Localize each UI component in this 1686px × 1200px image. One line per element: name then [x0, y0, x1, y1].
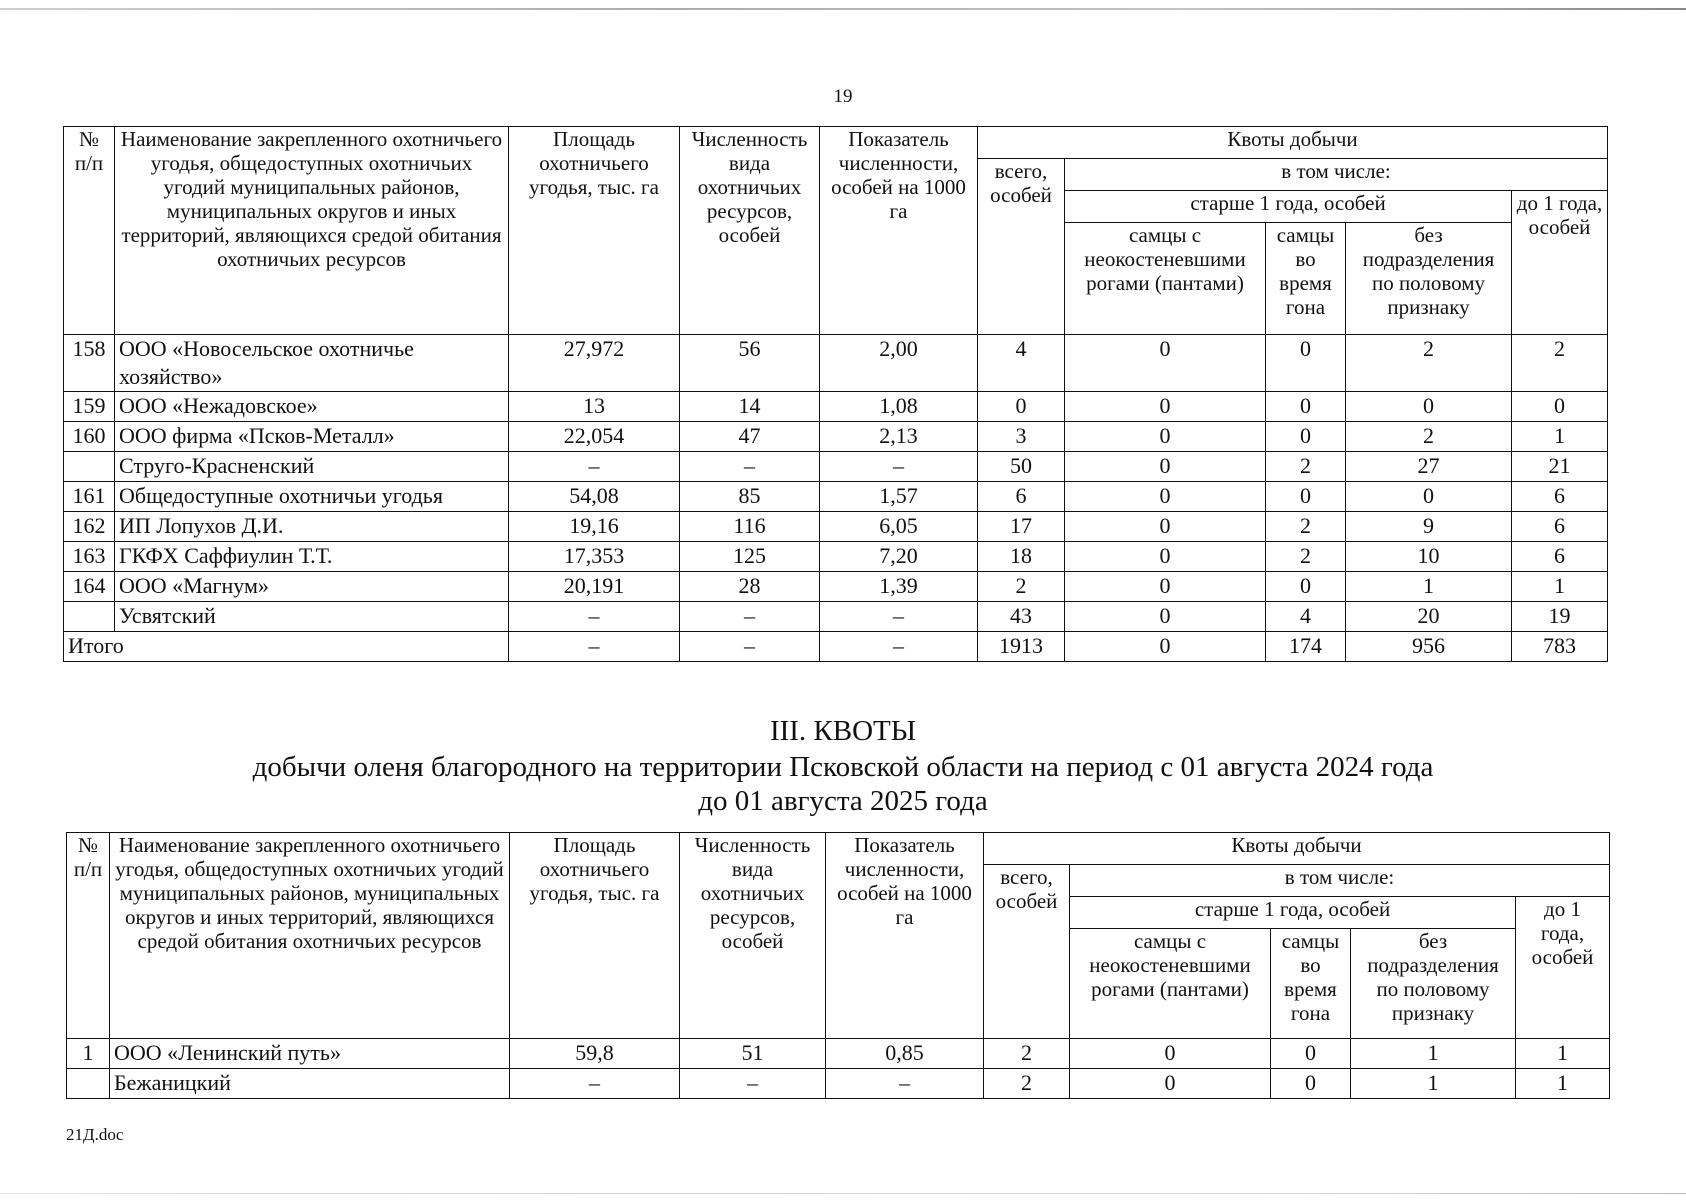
- header-density: Показатель численности, особей на 1000 га: [826, 833, 984, 1039]
- header-no-sex: без подразделения по половому признаку: [1351, 929, 1516, 1039]
- cell-antlers: 0: [1065, 572, 1266, 602]
- cell-total: 2: [978, 572, 1065, 602]
- cell-num: 159: [64, 392, 115, 422]
- red-deer-quota-table: [66, 832, 1610, 1099]
- cell-area: –: [509, 602, 680, 632]
- scan-artifact-bottom: [0, 1193, 1686, 1194]
- cell-nosex: 10: [1346, 542, 1512, 572]
- cell-num: 164: [64, 572, 115, 602]
- scan-artifact-top: [0, 8, 1686, 10]
- cell-area: 54,08: [509, 482, 680, 512]
- total-label: Итого: [64, 632, 509, 662]
- section-subtitle-line1: добычи оленя благородного на территории Псковской области на период с 01 августа 2024 года: [252, 751, 1434, 783]
- total-antlers: 0: [1065, 632, 1266, 662]
- cell-pop: 116: [680, 512, 820, 542]
- header-under1: до 1 года, особей: [1516, 897, 1610, 1039]
- header-quotas: Квоты добычи: [984, 833, 1610, 865]
- cell-density: 1,39: [820, 572, 978, 602]
- cell-total: 18: [978, 542, 1065, 572]
- cell-density: –: [826, 1069, 984, 1099]
- cell-antlers: 0: [1065, 512, 1266, 542]
- header-name: Наименование закрепленного охотничьего угодья, общедоступных охотничьих угодий муниципальных районов, муниципальных округов и иных территорий, являющихся средой обитания охотничьих ресурсов: [110, 833, 510, 1039]
- cell-density: 0,85: [826, 1039, 984, 1069]
- cell-antlers: 0: [1065, 392, 1266, 422]
- cell-num: 160: [64, 422, 115, 452]
- cell-pop: 28: [680, 572, 820, 602]
- cell-nosex: 27: [1346, 452, 1512, 482]
- cell-pop: –: [680, 452, 820, 482]
- cell-name: ООО фирма «Псков-Металл»: [115, 422, 509, 452]
- cell-antlers: 0: [1065, 452, 1266, 482]
- header-males-antlers: самцы с неокостеневшими рогами (пантами): [1065, 223, 1266, 335]
- cell-nosex: 0: [1346, 482, 1512, 512]
- cell-nosex: 1: [1346, 572, 1512, 602]
- cell-under1: 6: [1512, 542, 1608, 572]
- footer-filename: 21Д.doc: [66, 1125, 124, 1144]
- cell-total: 50: [978, 452, 1065, 482]
- cell-antlers: 0: [1065, 335, 1266, 392]
- total-under1: 783: [1512, 632, 1608, 662]
- cell-pop: 47: [680, 422, 820, 452]
- cell-under1: 0: [1512, 392, 1608, 422]
- cell-density: –: [820, 452, 978, 482]
- header-including: в том числе:: [1070, 865, 1610, 897]
- cell-pop: 56: [680, 335, 820, 392]
- total-total: 1913: [978, 632, 1065, 662]
- cell-total: 17: [978, 512, 1065, 542]
- cell-rut: 0: [1266, 335, 1346, 392]
- header-total: всего, особей: [984, 865, 1070, 1039]
- cell-under1: 1: [1512, 422, 1608, 452]
- cell-num: 162: [64, 512, 115, 542]
- header-including: в том числе:: [1065, 159, 1608, 191]
- cell-name: Бежаницкий: [110, 1069, 510, 1099]
- cell-name: Струго-Красненский: [115, 452, 509, 482]
- cell-area: 27,972: [509, 335, 680, 392]
- cell-total: 3: [978, 422, 1065, 452]
- cell-pop: 51: [680, 1039, 826, 1069]
- cell-name: ИП Лопухов Д.И.: [115, 512, 509, 542]
- cell-under1: 21: [1512, 452, 1608, 482]
- header-quotas: Квоты добычи: [978, 127, 1608, 159]
- cell-rut: 0: [1266, 422, 1346, 452]
- cell-total: 43: [978, 602, 1065, 632]
- table-row: [64, 452, 1608, 482]
- cell-area: 13: [509, 392, 680, 422]
- cell-antlers: 0: [1070, 1069, 1271, 1099]
- cell-rut: 0: [1271, 1039, 1351, 1069]
- cell-under1: 6: [1512, 482, 1608, 512]
- cell-name: ООО «Ленинский путь»: [110, 1039, 510, 1069]
- cell-total: 2: [984, 1039, 1070, 1069]
- cell-nosex: 20: [1346, 602, 1512, 632]
- cell-density: 2,00: [820, 335, 978, 392]
- table-row: [64, 422, 1608, 452]
- cell-nosex: 2: [1346, 422, 1512, 452]
- cell-num: 1: [67, 1039, 110, 1069]
- cell-area: –: [509, 452, 680, 482]
- cell-antlers: 0: [1070, 1039, 1271, 1069]
- cell-name: ООО «Нежадовское»: [115, 392, 509, 422]
- header-population: Численность вида охотничьих ресурсов, особей: [680, 127, 820, 335]
- cell-total: 2: [984, 1069, 1070, 1099]
- total-nosex: 956: [1346, 632, 1512, 662]
- header-name: Наименование закрепленного охотничьего угодья, общедоступных охотничьих угодий муниципальных районов, муниципальных округов и иных территорий, являющихся средой обитания охотничьих ресурсов: [115, 127, 509, 335]
- cell-rut: 0: [1271, 1069, 1351, 1099]
- cell-antlers: 0: [1065, 602, 1266, 632]
- cell-pop: –: [680, 602, 820, 632]
- cell-area: 20,191: [509, 572, 680, 602]
- quota-table-continued: [63, 126, 1608, 662]
- cell-area: 17,353: [509, 542, 680, 572]
- table-row: [64, 602, 1608, 632]
- total-pop: –: [680, 632, 820, 662]
- cell-density: –: [820, 602, 978, 632]
- cell-density: 1,08: [820, 392, 978, 422]
- cell-rut: 2: [1266, 452, 1346, 482]
- cell-nosex: 0: [1346, 392, 1512, 422]
- header-num: № п/п: [64, 127, 115, 335]
- total-area: –: [509, 632, 680, 662]
- cell-num: [67, 1069, 110, 1099]
- cell-density: 1,57: [820, 482, 978, 512]
- cell-num: [64, 602, 115, 632]
- cell-num: 161: [64, 482, 115, 512]
- table-row: [64, 482, 1608, 512]
- cell-antlers: 0: [1065, 422, 1266, 452]
- header-area: Площадь охотничьего угодья, тыс. га: [509, 127, 680, 335]
- header-area: Площадь охотничьего угодья, тыс. га: [510, 833, 680, 1039]
- cell-nosex: 1: [1351, 1039, 1516, 1069]
- cell-name: Усвятский: [115, 602, 509, 632]
- table-row: [64, 542, 1608, 572]
- cell-under1: 6: [1512, 512, 1608, 542]
- header-males-rut: самцы во время гона: [1271, 929, 1351, 1039]
- cell-num: 158: [64, 335, 115, 392]
- section-subtitle-line2: до 01 августа 2025 года: [698, 785, 988, 817]
- total-density: –: [820, 632, 978, 662]
- table-row: [67, 1039, 1610, 1069]
- table-row: [64, 335, 1608, 392]
- header-total: всего, особей: [978, 159, 1065, 335]
- cell-rut: 2: [1266, 542, 1346, 572]
- header-num: № п/п: [67, 833, 110, 1039]
- cell-area: –: [510, 1069, 680, 1099]
- cell-area: 59,8: [510, 1039, 680, 1069]
- cell-num: [64, 452, 115, 482]
- cell-under1: 1: [1512, 572, 1608, 602]
- header-males-antlers: самцы с неокостеневшими рогами (пантами): [1070, 929, 1271, 1039]
- header-under1: до 1 года, особей: [1512, 191, 1608, 335]
- table-row: [64, 512, 1608, 542]
- total-rut: 174: [1266, 632, 1346, 662]
- cell-rut: 4: [1266, 602, 1346, 632]
- cell-area: 19,16: [509, 512, 680, 542]
- cell-pop: 125: [680, 542, 820, 572]
- table-row: [67, 1069, 1610, 1099]
- cell-pop: 14: [680, 392, 820, 422]
- table-row: [64, 572, 1608, 602]
- header-density: Показатель численности, особей на 1000 га: [820, 127, 978, 335]
- cell-under1: 19: [1512, 602, 1608, 632]
- total-row: [64, 632, 1608, 662]
- cell-name: ООО «Магнум»: [115, 572, 509, 602]
- header-no-sex: без подразделения по половому признаку: [1346, 223, 1512, 335]
- cell-pop: –: [680, 1069, 826, 1099]
- header-population: Численность вида охотничьих ресурсов, особей: [680, 833, 826, 1039]
- cell-density: 7,20: [820, 542, 978, 572]
- header-older: старше 1 года, особей: [1065, 191, 1512, 223]
- cell-nosex: 9: [1346, 512, 1512, 542]
- cell-total: 0: [978, 392, 1065, 422]
- header-older: старше 1 года, особей: [1070, 897, 1516, 929]
- cell-nosex: 2: [1346, 335, 1512, 392]
- cell-name: ГКФХ Саффиулин Т.Т.: [115, 542, 509, 572]
- cell-num: 163: [64, 542, 115, 572]
- cell-name: ООО «Новосельское охотничье хозяйство»: [115, 335, 509, 392]
- cell-pop: 85: [680, 482, 820, 512]
- cell-total: 6: [978, 482, 1065, 512]
- cell-density: 2,13: [820, 422, 978, 452]
- cell-under1: 1: [1516, 1039, 1610, 1069]
- cell-density: 6,05: [820, 512, 978, 542]
- cell-name: Общедоступные охотничьи угодья: [115, 482, 509, 512]
- cell-antlers: 0: [1065, 482, 1266, 512]
- cell-antlers: 0: [1065, 542, 1266, 572]
- cell-rut: 0: [1266, 482, 1346, 512]
- cell-total: 4: [978, 335, 1065, 392]
- section-title: III. КВОТЫ: [769, 715, 917, 747]
- cell-nosex: 1: [1351, 1069, 1516, 1099]
- cell-area: 22,054: [509, 422, 680, 452]
- page-number: 19: [833, 86, 853, 107]
- cell-under1: 1: [1516, 1069, 1610, 1099]
- cell-rut: 2: [1266, 512, 1346, 542]
- cell-rut: 0: [1266, 392, 1346, 422]
- cell-rut: 0: [1266, 572, 1346, 602]
- header-males-rut: самцы во время гона: [1266, 223, 1346, 335]
- table-row: [64, 392, 1608, 422]
- cell-under1: 2: [1512, 335, 1608, 392]
